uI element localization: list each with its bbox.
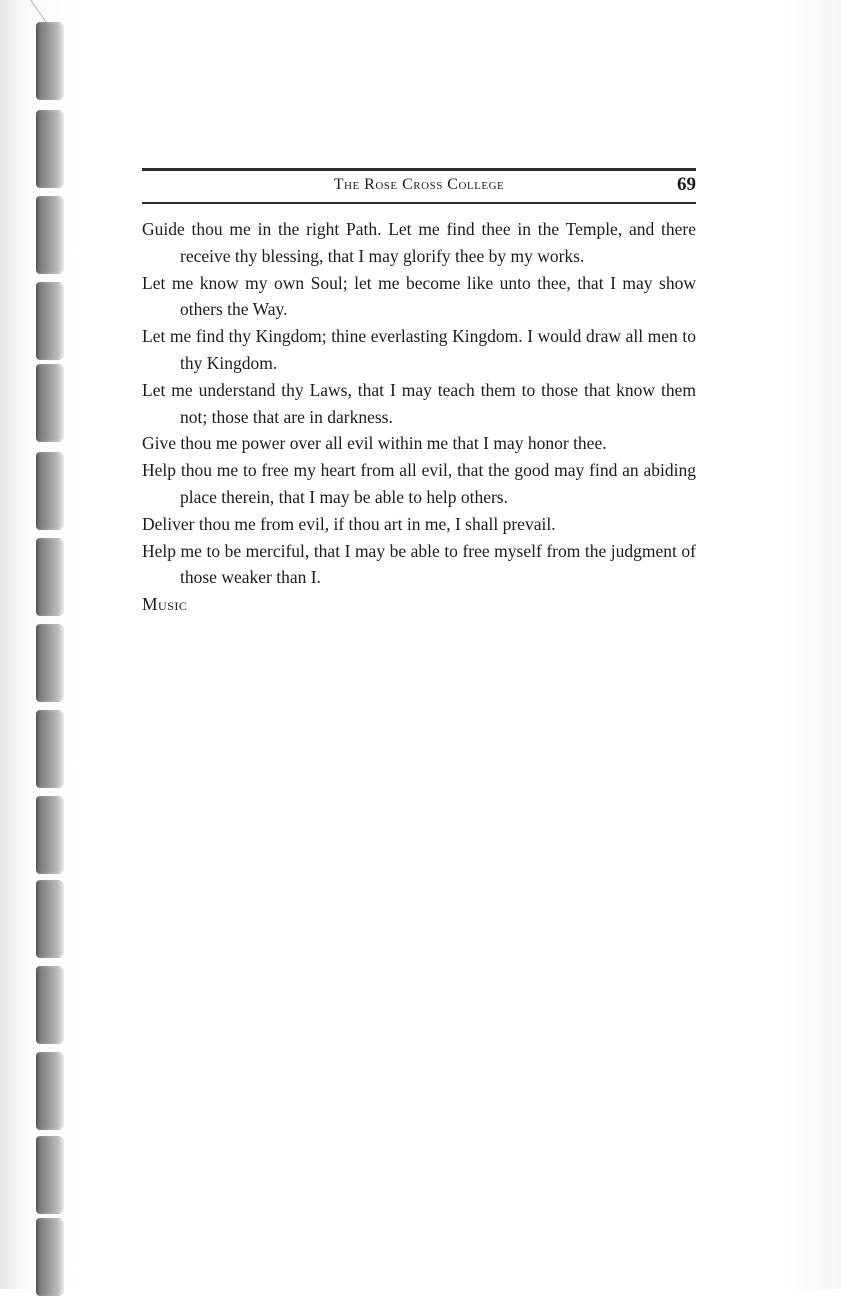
prayer-text xyxy=(142,216,696,618)
binding-hole-icon xyxy=(36,110,64,188)
header-rule-bottom xyxy=(142,202,696,204)
page-number: 69 xyxy=(677,174,696,195)
running-title: The Rose Cross College xyxy=(333,176,505,193)
page-header xyxy=(142,168,696,204)
spine-shadow xyxy=(0,0,22,1289)
binding-hole-icon xyxy=(36,22,64,100)
header-rule-top xyxy=(142,168,696,171)
binding-hole-icon xyxy=(36,966,64,1044)
verse-paragraph: Give thou me power over all evil within me that I may honor thee. xyxy=(142,433,607,454)
binding-hole-icon xyxy=(36,1218,64,1296)
binding-hole-icon xyxy=(36,710,64,788)
verse-paragraph: Let me understand thy Laws, that I may teach them to those that know them not; those that are in darkness. xyxy=(142,379,696,427)
verse-paragraph: Let me find thy Kingdom; thine everlasting Kingdom. I would draw all men to thy Kingdom. xyxy=(142,326,696,373)
binding-hole-icon xyxy=(36,538,64,616)
verse-paragraph: Let me know my own Soul; let me become like unto thee, that I may show others the Way. xyxy=(142,272,696,320)
corner-mark xyxy=(30,0,47,23)
verse-paragraph: Deliver thou me from evil, if thou art in me, I shall prevail. xyxy=(142,513,556,534)
binding-hole-icon xyxy=(36,1052,64,1130)
binding-hole-icon xyxy=(36,452,64,530)
binding-hole-icon xyxy=(36,1136,64,1214)
binding-hole-icon xyxy=(36,796,64,874)
binding-hole-icon xyxy=(36,282,64,360)
header-line xyxy=(142,176,696,200)
binding-hole-icon xyxy=(36,624,64,702)
verse-paragraph: Help thou me to free my heart from all evil, that the good may find an abiding place therein, that I may be able to help others. xyxy=(142,460,696,507)
binding-hole-icon xyxy=(36,880,64,958)
binding-hole-icon xyxy=(36,364,64,442)
binding-hole-icon xyxy=(36,196,64,274)
verse-paragraph: Help me to be merciful, that I may be able to free myself from the judgment of those weaker than I. xyxy=(142,540,696,588)
closing-direction: Music xyxy=(142,594,188,615)
verse-paragraph: Guide thou me in the right Path. Let me find thee in the Temple, and there receive thy blessing, that I may glorify thee by my works. xyxy=(142,219,696,266)
